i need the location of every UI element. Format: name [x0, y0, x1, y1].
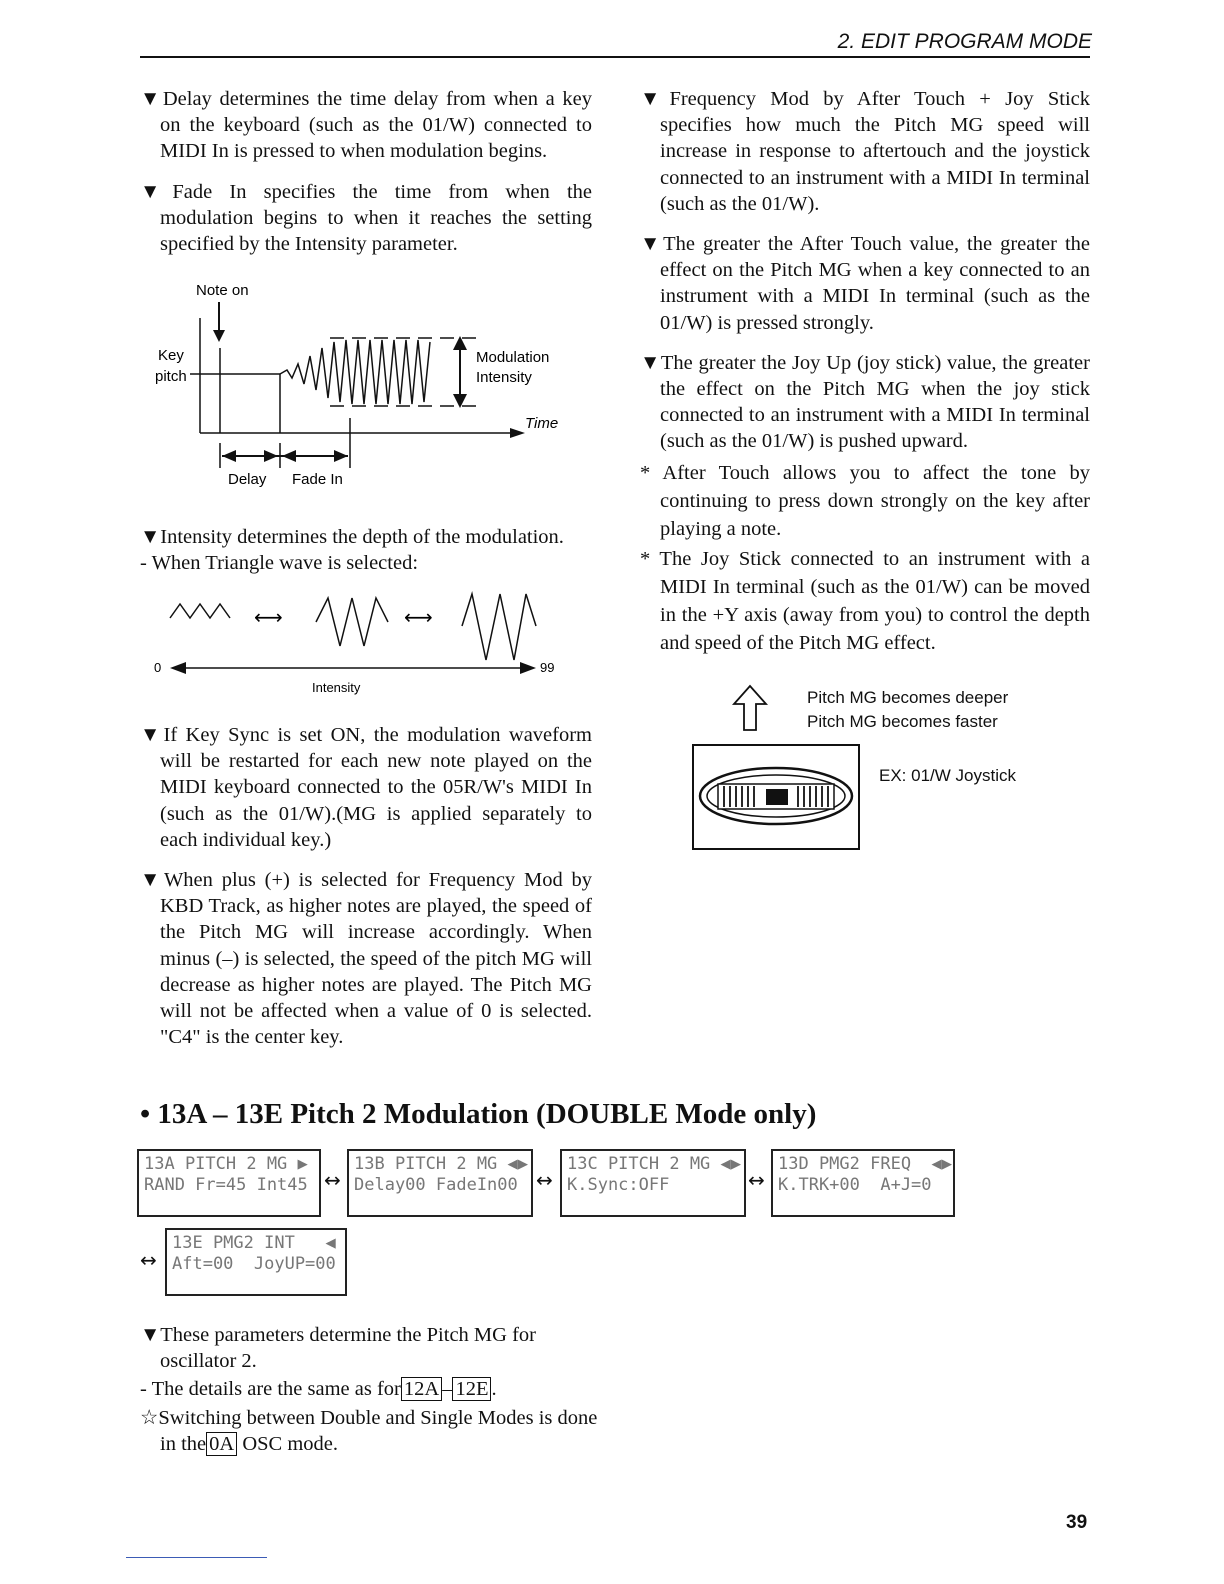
joyup-greater-paragraph: ▼The greater the Joy Up (joy stick) value, the greater the effect on the Pitch MG when the joy stick connected to an instrument with a MIDI In terminal (such as the 01/W) is pushed upward.: [640, 351, 1090, 453]
large-triangle-wave: [462, 594, 536, 660]
lcd-13c: [560, 1149, 746, 1217]
intensity-axis-label: Intensity: [312, 680, 361, 695]
left-column-top: [140, 86, 592, 257]
lcd-13d-line2: K.TRK+00 A+J=0: [778, 1175, 932, 1195]
lcd-13e: [165, 1228, 347, 1296]
small-triangle-wave: [170, 604, 230, 618]
lcd-13c-line1: 13C PITCH 2 MG ◀▶: [567, 1154, 741, 1174]
aftertouch-joy-paragraph: ▼Frequency Mod by After Touch + Joy Stick specifies how much the Pitch MG speed will increase in response to aftertouch and the joystick connected to an instrument with a MIDI In terminal (such as the 01/W).: [640, 88, 1090, 215]
key-label: Key: [158, 347, 184, 364]
details-suffix: .: [491, 1378, 497, 1401]
lcd-13b-line1: 13B PITCH 2 MG ◀▶: [354, 1154, 528, 1174]
aftertouch-note: * After Touch allows you to affect the tone by continuing to press down strongly on the key after playing a note.: [640, 461, 1090, 540]
lcd-13e-line1: 13E PMG2 INT ◀: [172, 1233, 336, 1253]
up-arrow-icon: [730, 684, 770, 736]
joystick-caption: EX: 01/W Joystick: [879, 766, 1016, 785]
switch-line: [140, 1405, 600, 1457]
intensity-paragraph: ▼Intensity determines the depth of the modulation.: [140, 526, 564, 548]
intensity-label: Intensity: [476, 369, 532, 386]
time-label: Time: [525, 415, 559, 432]
intensity-text: [140, 524, 600, 576]
left-column-bottom: [140, 722, 592, 1050]
modulation-waveform: [280, 340, 430, 404]
joystick-effects: [807, 686, 1008, 734]
intensity-min: 0: [154, 660, 162, 675]
page-number: 39: [1066, 1512, 1088, 1533]
intensity-triangle-diagram: [148, 590, 568, 700]
ref-12a: 12A: [401, 1377, 442, 1401]
switch-prefix: ☆Switching between Double and Single Modes is done in the: [140, 1406, 598, 1455]
bottom-intro: ▼These parameters determine the Pitch MG for oscillator 2.: [140, 1324, 536, 1373]
ref-12e: 12E: [452, 1377, 491, 1401]
triangle-paragraph: - When Triangle wave is selected:: [140, 552, 419, 575]
arrow-2: ⟷: [404, 605, 433, 629]
details-prefix: - The details are the same as for: [140, 1378, 401, 1401]
ref-0a: 0A: [206, 1432, 237, 1456]
lcd-arrow-2: ↔: [536, 1168, 553, 1192]
section-title: • 13A – 13E Pitch 2 Modulation (DOUBLE Mode only): [140, 1098, 817, 1130]
lcd-13b-line2: Delay00 FadeIn00: [354, 1175, 518, 1195]
fade-in-label: Fade In: [292, 471, 343, 488]
joystick-knob: [766, 789, 788, 805]
right-column: [640, 86, 1090, 657]
lcd-arrow-1: ↔: [324, 1168, 341, 1192]
modulation-label: Modulation: [476, 349, 550, 366]
lcd-arrow-4: ↔: [140, 1248, 157, 1272]
pitch-deeper-label: Pitch MG becomes deeper: [807, 688, 1009, 707]
pitch-label: pitch: [155, 368, 187, 385]
details-line: [140, 1376, 600, 1402]
freq-mod-paragraph: ▼When plus (+) is selected for Frequency Mod by KBD Track, as higher notes are played, the speed of the Pitch MG will increase accordingly. When minus (–) is selected, the speed of the pitch MG will decrease as higher notes are played. The Pitch MG will not be affected when a value of 0 is selected. "C4" is the center key.: [140, 869, 592, 1049]
delay-label: Delay: [228, 471, 267, 488]
arrow-1: ⟷: [254, 605, 283, 629]
lcd-13e-line2: Aft=00 JoyUP=00: [172, 1254, 336, 1274]
lcd-13d: [771, 1149, 955, 1217]
bottom-text: [140, 1322, 600, 1457]
aftertouch-greater-paragraph: ▼The greater the After Touch value, the greater the effect on the Pitch MG when a key connected to an instrument with a MIDI In terminal (such as the 01/W) is pressed strongly.: [640, 233, 1090, 334]
lcd-13c-line2: K.Sync:OFF: [567, 1175, 670, 1195]
lcd-13a: [137, 1149, 321, 1217]
lcd-13b: [347, 1149, 533, 1217]
footer-line: [126, 1557, 267, 1558]
lcd-arrow-3: ↔: [748, 1168, 765, 1192]
medium-triangle-wave: [316, 598, 388, 646]
pitch-faster-label: Pitch MG becomes faster: [807, 712, 998, 731]
delay-paragraph: ▼Delay determines the time delay from when a key on the keyboard (such as the 01/W) connected to MIDI In is pressed to when modulation begins.: [140, 88, 592, 163]
lcd-13a-line2: RAND Fr=45 Int45: [144, 1175, 308, 1195]
header-rule: [140, 56, 1090, 58]
lcd-13d-line1: 13D PMG2 FREQ ◀▶: [778, 1154, 952, 1174]
note-on-label: Note on: [196, 282, 249, 299]
joystick-note: * The Joy Stick connected to an instrument with a MIDI In terminal (such as the 01/W) can be moved in the +Y axis (away from you) to control the depth and speed of the Pitch MG effect.: [640, 547, 1090, 654]
switch-suffix: OSC mode.: [242, 1432, 338, 1455]
lcd-13a-line1: 13A PITCH 2 MG ▶: [144, 1154, 308, 1174]
joystick-illustration: [692, 744, 862, 852]
modulation-envelope-diagram: [150, 278, 580, 498]
fade-in-paragraph: ▼Fade In specifies the time from when the modulation begins to when it reaches the setting specified by the Intensity parameter.: [140, 180, 592, 256]
key-sync-paragraph: ▼If Key Sync is set ON, the modulation waveform will be restarted for each new note played on the MIDI keyboard connected to the 05R/W's MIDI In (such as the 01/W).(MG is applied separately to each individual key.): [140, 724, 592, 851]
ref-dash: –: [442, 1378, 453, 1401]
intensity-max: 99: [540, 660, 555, 675]
header-title: 2. EDIT PROGRAM MODE: [837, 30, 1092, 53]
